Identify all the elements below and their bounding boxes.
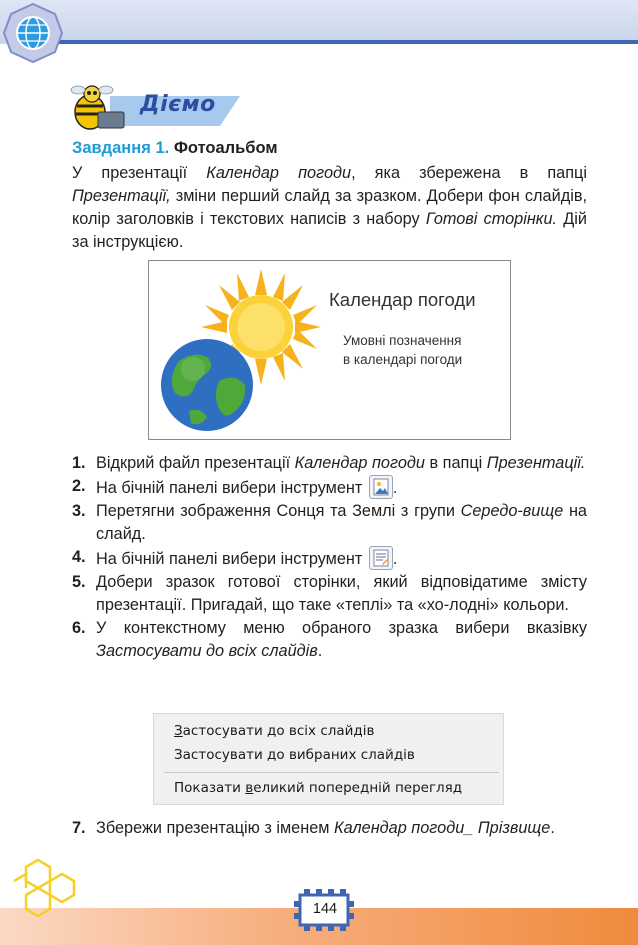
instruction-step (72, 571, 587, 617)
step-text: Добери зразок готової сторінки, який відповідатиме змісту презентації. Пригадай, що таке «теплі» та «хо-лодні» кольори. (96, 573, 587, 614)
step-text: . (317, 642, 323, 660)
step-number: 4. (72, 548, 86, 566)
step-number: 3. (72, 502, 86, 520)
menu-item-apply-selected[interactable] (174, 747, 415, 763)
slide-title: Календар погоди (329, 289, 476, 310)
task-name: Фотоальбом (173, 139, 278, 157)
step-text: На бічній панелі вибери інструмент (96, 479, 367, 497)
step-text: . (392, 479, 398, 497)
step-number: 7. (72, 819, 86, 837)
step-text: У контекстному меню обраного зразка вибери вказівку (96, 619, 587, 637)
menu-item-label: Застосувати (174, 747, 268, 763)
slide-preview (148, 260, 511, 440)
step-text: Перетягни зображення Сонця та Землі з групи (96, 502, 461, 520)
instruction-list-continued (72, 817, 587, 840)
step-text: в папці (424, 454, 487, 472)
slide-subtitle-line: в календарі погоди (343, 352, 463, 367)
intro-text: , яка збережена в папці (351, 164, 587, 182)
instruction-list (72, 452, 587, 663)
hexagon-decoration-icon (8, 855, 78, 935)
slide-subtitle-line: Умовні позначення (343, 333, 462, 348)
instruction-step (72, 475, 587, 500)
step-folder-name: Презентації. (486, 454, 586, 472)
intro-theme-name: Готові сторінки. (425, 210, 558, 228)
menu-accelerator: в (245, 780, 254, 796)
step-text: Збережи презентацію з іменем (96, 819, 334, 837)
globe-icon (2, 2, 64, 64)
step-text: на слайд. (96, 502, 587, 543)
master-pages-tool-icon (369, 546, 393, 570)
step-number: 6. (72, 619, 86, 637)
header-band (0, 0, 638, 44)
instruction-step (72, 500, 587, 546)
menu-item-label: астосувати до всіх слайдів (182, 723, 375, 739)
menu-accelerator: д (267, 747, 277, 763)
step-text: . (550, 819, 555, 837)
task-title (72, 137, 587, 160)
instruction-step (72, 617, 587, 663)
menu-item-apply-all[interactable] (174, 723, 374, 739)
step-group-name: Середо-вище (460, 502, 564, 520)
task-description (72, 162, 587, 254)
menu-separator (164, 772, 499, 773)
slide-subtitle (343, 331, 462, 369)
instruction-step (72, 546, 587, 571)
intro-file-name: Календар погоди (206, 164, 352, 182)
image-tool-icon (369, 475, 393, 499)
intro-text: У презентації (72, 164, 207, 182)
menu-item-label: еликий попередній перегляд (253, 780, 463, 796)
step-file-name: Календар погоди_ Прізвище (334, 819, 551, 837)
intro-folder-name: Презентації, (72, 187, 171, 205)
step-file-name: Календар погоди (294, 454, 425, 472)
step-text: Відкрий файл презентації (96, 454, 295, 472)
step-number: 5. (72, 573, 86, 591)
step-number: 1. (72, 454, 86, 472)
instruction-step (72, 817, 587, 840)
section-banner-label: Діємо (140, 92, 216, 117)
task-number: Завдання 1. (72, 139, 170, 157)
intro-text: Дій за інструкцією. (72, 210, 587, 251)
instruction-step (72, 452, 587, 475)
page-number: 144 (309, 899, 341, 919)
menu-accelerator: З (174, 723, 183, 739)
header-rule (55, 40, 638, 44)
menu-item-label: о вибраних слайдів (276, 747, 415, 763)
step-text: На бічній панелі вибери інструмент (96, 550, 367, 568)
context-menu (153, 713, 504, 805)
step-text: . (392, 550, 398, 568)
menu-item-label: Показати (174, 780, 246, 796)
step-menu-command: Застосувати до всіх слайдів (96, 642, 318, 660)
intro-text: зміни перший слайд за зразком. Добери фон слайдів, колір заголовків і текстових написів з набору (72, 187, 587, 228)
earth-icon (161, 339, 253, 431)
menu-item-large-preview[interactable] (174, 780, 462, 796)
step-number: 2. (72, 477, 86, 495)
